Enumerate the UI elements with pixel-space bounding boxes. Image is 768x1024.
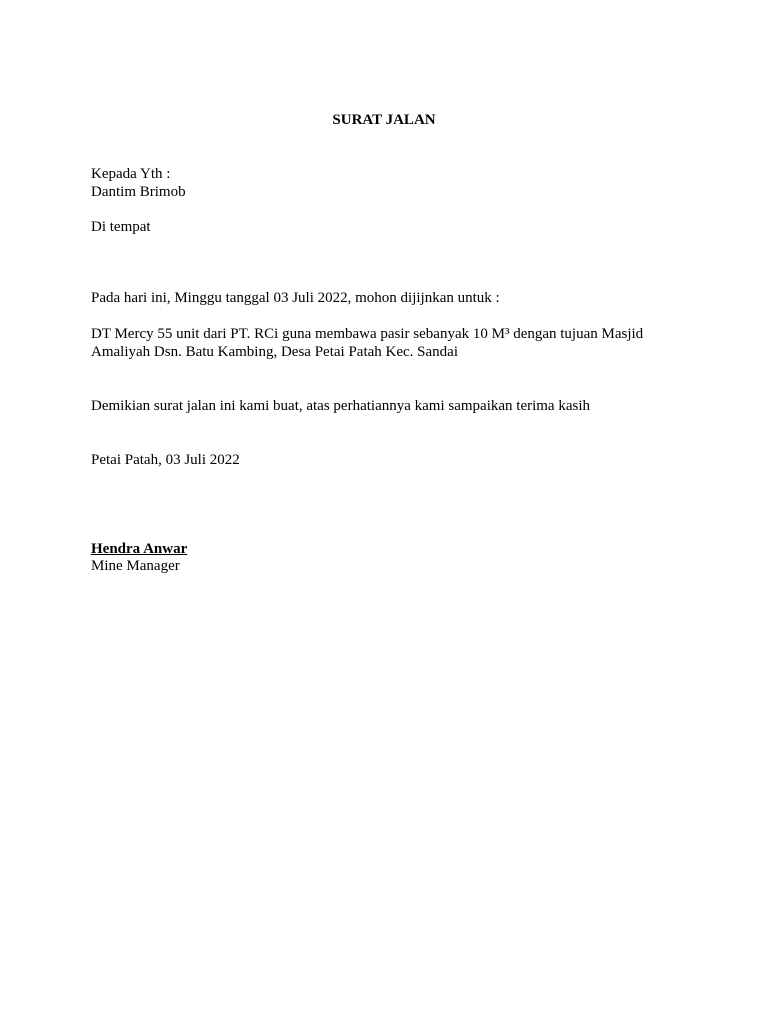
signatory-position: Mine Manager bbox=[91, 558, 180, 574]
body-closing: Demikian surat jalan ini kami buat, atas perhatiannya kami sampaikan terima kasih bbox=[91, 398, 591, 414]
recipient-name: Dantim Brimob bbox=[91, 184, 186, 200]
body-detail-line-2: Amaliyah Dsn. Batu Kambing, Desa Petai Patah Kec. Sandai bbox=[91, 344, 459, 360]
place-date: Petai Patah, 03 Juli 2022 bbox=[91, 452, 240, 468]
document-title: SURAT JALAN bbox=[332, 112, 436, 128]
body-opening: Pada hari ini, Minggu tanggal 03 Juli 2022, mohon dijijnkan untuk : bbox=[91, 290, 500, 306]
body-detail-line-1: DT Mercy 55 unit dari PT. RCi guna membawa pasir sebanyak 10 M³ dengan tujuan Masjid bbox=[91, 326, 644, 342]
recipient-greeting: Kepada Yth : bbox=[91, 166, 171, 182]
signatory-name: Hendra Anwar bbox=[91, 541, 188, 557]
recipient-location: Di tempat bbox=[91, 219, 151, 235]
